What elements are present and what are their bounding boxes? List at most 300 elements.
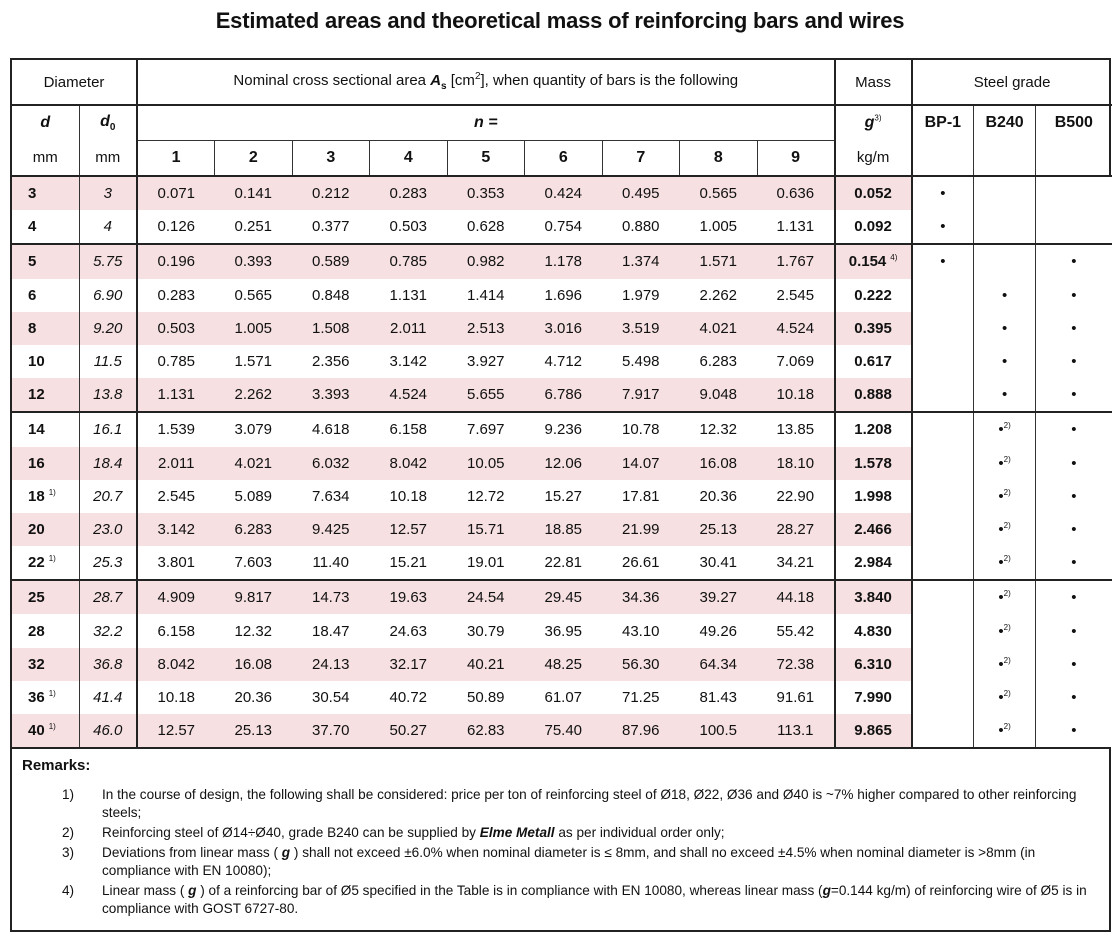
table-row — [12, 345, 1112, 378]
diameter-d0-cell: 36.8 — [79, 648, 137, 681]
steel-grade-header: Steel grade — [912, 60, 1112, 105]
area-cell: 16.08 — [215, 648, 293, 681]
grade-mark-cell: • — [1036, 681, 1112, 714]
diameter-d-cell: 32 — [12, 648, 79, 681]
grade-mark-cell: •$^{2)}$ — [974, 480, 1036, 513]
grade-mark-cell — [912, 681, 974, 714]
area-cell: 19.01 — [466, 554, 505, 572]
diameter-d-cell: 25 — [12, 580, 79, 614]
area-cell: 1.696 — [544, 286, 583, 304]
diameter-d0-cell: 20.7 — [79, 480, 137, 513]
n-value-header: 5 — [447, 141, 525, 177]
diameter-header: Diameter — [12, 60, 137, 105]
area-cell: 12.57 — [137, 714, 215, 747]
area-cell: 10.05 — [447, 447, 525, 480]
grade-mark-cell: • — [1036, 244, 1112, 278]
area-cell: 0.636 — [757, 176, 835, 210]
area-cell: 81.43 — [699, 688, 738, 706]
grade-mark-cell — [974, 176, 1036, 210]
area-cell: 91.61 — [776, 688, 815, 706]
n-value-header: 3 — [292, 141, 370, 177]
area-cell: 1.131 — [137, 378, 215, 412]
area-cell: 2.356 — [311, 353, 350, 371]
area-cell: 0.503 — [137, 312, 215, 345]
n-value-header: 6 — [525, 141, 603, 177]
area-cell: 0.377 — [311, 218, 350, 236]
remark-item: 4) Linear mass ( g ) of a reinforcing bar of Ø5 specified in the Table is in compliance with EN 10080, whereas linear mass (g=0.144 kg/m) of reinforcing wire of Ø5 is in compliance with GOST 6727-80. — [62, 883, 1087, 917]
grade-mark-cell: • — [912, 210, 974, 244]
n-value-header: 9 — [757, 141, 835, 177]
grade-mark-cell: • — [912, 176, 974, 210]
d0-unit: mm — [79, 141, 137, 177]
diameter-d-cell: 3 — [12, 176, 79, 210]
area-cell: 0.785 — [157, 353, 196, 371]
mass-cell: 4.830 — [835, 614, 912, 647]
mass-cell: 0.092 — [835, 210, 912, 244]
area-cell: 25.13 — [215, 714, 293, 747]
d-header: d — [12, 105, 79, 141]
diameter-d0-cell: 25.3 — [79, 546, 137, 580]
area-cell: 0.982 — [447, 244, 525, 278]
remarks-title: Remarks: — [22, 757, 91, 775]
area-cell: 1.131 — [776, 218, 815, 236]
mass-cell: 0.888 — [835, 378, 912, 412]
n-value-header: 4 — [370, 141, 448, 177]
area-cell: 10.18 — [157, 688, 196, 706]
diameter-d0-cell: 18.4 — [79, 447, 137, 480]
area-cell: 30.79 — [466, 622, 505, 640]
diameter-d0-cell: 6.90 — [79, 279, 137, 312]
remark-item: 3) Deviations from linear mass ( g ) shall not exceed ±6.0% when nominal diameter is ≤ 8mm, and shall no exceed ±4.5% when nominal diameter is >8mm (in compliance with EN 10080); — [62, 845, 1036, 879]
grade-mark-cell — [912, 580, 974, 614]
mass-cell: 9.865 — [835, 714, 912, 747]
grade-mark-cell: • — [1036, 412, 1112, 446]
diameter-d-cell: 18 $^{1)}$ — [12, 480, 79, 513]
area-cell: 55.42 — [776, 622, 815, 640]
grade-b500-header: B500 — [1036, 105, 1112, 176]
area-cell: 6.786 — [525, 378, 603, 412]
area-cell: 0.495 — [602, 176, 680, 210]
area-cell: 6.158 — [157, 622, 196, 640]
area-cell: 6.032 — [292, 447, 370, 480]
mass-unit: kg/m — [835, 141, 912, 177]
area-cell: 12.32 — [234, 622, 273, 640]
diameter-d-cell: 40 $^{1)}$ — [12, 714, 79, 747]
area-cell: 34.21 — [776, 554, 815, 572]
area-cell: 2.545 — [157, 487, 196, 505]
area-cell: 12.57 — [370, 513, 448, 546]
d-unit: mm — [12, 141, 79, 177]
grade-mark-cell — [912, 714, 974, 747]
table-row — [12, 210, 1112, 244]
area-cell: 0.196 — [137, 244, 215, 278]
grade-mark-cell: • — [974, 279, 1036, 312]
area-cell: 0.754 — [544, 218, 583, 236]
area-cell: 1.178 — [525, 244, 603, 278]
grade-mark-cell — [912, 378, 974, 412]
table-row — [12, 614, 1112, 647]
grade-mark-cell: • — [1036, 447, 1112, 480]
area-cell: 9.425 — [292, 513, 370, 546]
grade-mark-cell: •$^{2)}$ — [974, 546, 1036, 580]
area-cell: 71.25 — [621, 688, 660, 706]
area-cell: 34.36 — [602, 580, 680, 614]
grade-mark-cell — [912, 648, 974, 681]
area-cell: 0.126 — [157, 218, 196, 236]
area-cell: 56.30 — [602, 648, 680, 681]
area-cell: 18.85 — [525, 513, 603, 546]
diameter-d-cell: 16 — [12, 447, 79, 480]
grade-mark-cell: • — [1036, 546, 1112, 580]
area-cell: 4.524 — [757, 312, 835, 345]
area-cell: 9.048 — [680, 378, 758, 412]
area-cell: 37.70 — [292, 714, 370, 747]
remark-item: 2) Reinforcing steel of Ø14÷Ø40, grade B240 can be supplied by Elme Metall as per individual order only; — [62, 825, 725, 841]
diameter-d0-cell: 4 — [79, 210, 137, 244]
area-cell: 0.503 — [389, 218, 428, 236]
area-cell: 4.021 — [680, 312, 758, 345]
grade-mark-cell — [912, 480, 974, 513]
area-cell: 12.72 — [466, 487, 505, 505]
area-cell: 22.81 — [544, 554, 583, 572]
diameter-d-cell: 5 — [12, 244, 79, 278]
grade-mark-cell: • — [1036, 279, 1112, 312]
table-row — [12, 244, 1112, 278]
area-cell: 7.917 — [602, 378, 680, 412]
mass-cell: 2.984 — [835, 546, 912, 580]
area-cell: 30.41 — [699, 554, 738, 572]
area-cell: 28.27 — [757, 513, 835, 546]
mass-cell: 0.395 — [835, 312, 912, 345]
grade-mark-cell — [912, 345, 974, 378]
area-cell: 0.071 — [137, 176, 215, 210]
area-cell: 36.95 — [544, 622, 583, 640]
diameter-d0-cell: 16.1 — [79, 412, 137, 446]
area-cell: 8.042 — [137, 648, 215, 681]
diameter-d0-cell: 28.7 — [79, 580, 137, 614]
area-cell: 11.40 — [312, 554, 349, 572]
area-cell: 48.25 — [525, 648, 603, 681]
area-cell: 3.519 — [602, 312, 680, 345]
grade-bp1-header: BP-1 — [912, 105, 974, 176]
area-cell: 44.18 — [757, 580, 835, 614]
area-cell: 20.36 — [699, 487, 738, 505]
table-row — [12, 580, 1112, 614]
table-row — [12, 412, 1112, 446]
area-cell: 87.96 — [602, 714, 680, 747]
table-row — [12, 378, 1112, 412]
area-cell: 64.34 — [680, 648, 758, 681]
area-header: Nominal cross sectional area $A_s$ $[cm^2]$, when quantity of bars is the following — [137, 60, 835, 105]
area-cell: 62.83 — [447, 714, 525, 747]
area-cell: 6.283 — [215, 513, 293, 546]
area-cell: 0.212 — [292, 176, 370, 210]
area-cell: 1.571 — [234, 353, 273, 371]
table-row — [12, 546, 1112, 580]
mass-header: Mass — [835, 60, 912, 105]
area-cell: 50.89 — [466, 688, 505, 706]
grade-mark-cell: •$^{2)}$ — [974, 580, 1036, 614]
diameter-d0-cell: 11.5 — [79, 345, 137, 378]
area-cell: 16.08 — [680, 447, 758, 480]
mass-cell: 0.052 — [835, 176, 912, 210]
area-cell: 22.90 — [776, 487, 815, 505]
diameter-d-cell: 20 — [12, 513, 79, 546]
area-cell: 1.005 — [215, 312, 293, 345]
area-cell: 4.618 — [292, 412, 370, 446]
grade-mark-cell — [912, 546, 974, 580]
reinforcing-bars-table — [12, 60, 1112, 747]
diameter-d-cell: 14 — [12, 412, 79, 446]
area-cell: 2.262 — [699, 286, 738, 304]
mass-cell: 6.310 — [835, 648, 912, 681]
n-value-header: 2 — [215, 141, 293, 177]
area-cell: 13.85 — [757, 412, 835, 446]
area-cell: 7.603 — [234, 554, 273, 572]
area-cell: 0.628 — [466, 218, 505, 236]
grade-mark-cell: • — [1036, 580, 1112, 614]
mass-cell: 3.840 — [835, 580, 912, 614]
area-cell: 32.17 — [370, 648, 448, 681]
area-cell: 100.5 — [680, 714, 758, 747]
grade-mark-cell — [912, 412, 974, 446]
n-value-header: 8 — [680, 141, 758, 177]
grade-b240-header: B240 — [974, 105, 1036, 176]
area-cell: 25.13 — [680, 513, 758, 546]
area-cell: 12.32 — [680, 412, 758, 446]
area-cell: 7.697 — [447, 412, 525, 446]
area-cell: 5.498 — [621, 353, 660, 371]
table-row — [12, 648, 1112, 681]
mass-cell: 0.617 — [835, 345, 912, 378]
diameter-d-cell: 4 — [12, 210, 79, 244]
area-cell: 4.021 — [215, 447, 293, 480]
area-cell: 50.27 — [370, 714, 448, 747]
reinforcing-bars-table-frame — [10, 58, 1111, 932]
area-cell: 3.801 — [157, 554, 196, 572]
grade-mark-cell — [912, 614, 974, 647]
area-cell: 0.251 — [234, 218, 273, 236]
grade-mark-cell — [974, 210, 1036, 244]
area-cell: 0.353 — [447, 176, 525, 210]
area-cell: 40.21 — [447, 648, 525, 681]
area-cell: 20.36 — [234, 688, 273, 706]
d0-header: $d_0$ — [79, 105, 137, 141]
grade-mark-cell: • — [1036, 648, 1112, 681]
area-cell: 2.513 — [447, 312, 525, 345]
area-cell: 0.283 — [370, 176, 448, 210]
grade-mark-cell: •$^{2)}$ — [974, 412, 1036, 446]
area-cell: 15.27 — [544, 487, 583, 505]
remarks-section — [12, 747, 1109, 930]
grade-mark-cell — [912, 447, 974, 480]
diameter-d0-cell: 46.0 — [79, 714, 137, 747]
area-cell: 61.07 — [544, 688, 583, 706]
grade-mark-cell: •$^{2)}$ — [974, 681, 1036, 714]
area-cell: 1.374 — [602, 244, 680, 278]
area-cell: 0.785 — [370, 244, 448, 278]
table-row — [12, 312, 1112, 345]
diameter-d0-cell: 9.20 — [79, 312, 137, 345]
diameter-d0-cell: 5.75 — [79, 244, 137, 278]
grade-mark-cell: •$^{2)}$ — [974, 447, 1036, 480]
area-cell: 29.45 — [525, 580, 603, 614]
grade-mark-cell: • — [1036, 312, 1112, 345]
area-cell: 2.545 — [776, 286, 815, 304]
mass-cell: 1.578 — [835, 447, 912, 480]
grade-mark-cell: •$^{2)}$ — [974, 614, 1036, 647]
area-cell: 17.81 — [621, 487, 660, 505]
mass-cell: 0.154 $^{4)}$ — [835, 244, 912, 278]
area-cell: 39.27 — [680, 580, 758, 614]
area-cell: 14.07 — [602, 447, 680, 480]
diameter-d0-cell: 32.2 — [79, 614, 137, 647]
area-cell: 30.54 — [311, 688, 350, 706]
area-cell: 43.10 — [621, 622, 660, 640]
area-cell: 3.927 — [466, 353, 505, 371]
area-cell: 15.21 — [389, 554, 428, 572]
grade-mark-cell: • — [1036, 714, 1112, 747]
area-cell: 0.141 — [215, 176, 293, 210]
table-row — [12, 279, 1112, 312]
area-cell: 0.424 — [525, 176, 603, 210]
mass-cell: 1.208 — [835, 412, 912, 446]
area-cell: 4.909 — [137, 580, 215, 614]
area-cell: 24.63 — [389, 622, 428, 640]
grade-mark-cell: • — [1036, 513, 1112, 546]
diameter-d-cell: 22 $^{1)}$ — [12, 546, 79, 580]
grade-mark-cell — [974, 244, 1036, 278]
diameter-d0-cell: 41.4 — [79, 681, 137, 714]
diameter-d-cell: 12 — [12, 378, 79, 412]
area-cell: 1.539 — [137, 412, 215, 446]
area-cell: 9.817 — [215, 580, 293, 614]
g-header: $g^{3)}$ — [835, 105, 912, 141]
grade-mark-cell — [912, 312, 974, 345]
area-cell: 10.18 — [757, 378, 835, 412]
n-header: n = — [137, 105, 835, 141]
area-cell: 0.393 — [215, 244, 293, 278]
area-cell: 1.414 — [466, 286, 505, 304]
grade-mark-cell: • — [1036, 614, 1112, 647]
area-cell: 8.042 — [370, 447, 448, 480]
mass-cell: 7.990 — [835, 681, 912, 714]
area-cell: 113.1 — [757, 714, 835, 747]
table-row — [12, 480, 1112, 513]
grade-mark-cell: • — [974, 345, 1036, 378]
n-value-header: 1 — [137, 141, 215, 177]
table-row — [12, 513, 1112, 546]
diameter-d-cell: 28 — [12, 614, 79, 647]
area-cell: 7.634 — [311, 487, 350, 505]
grade-mark-cell: • — [1036, 345, 1112, 378]
area-cell: 2.011 — [370, 312, 448, 345]
grade-mark-cell — [1036, 176, 1112, 210]
area-cell: 1.508 — [292, 312, 370, 345]
area-cell: 0.880 — [621, 218, 660, 236]
area-cell: 15.71 — [447, 513, 525, 546]
table-row — [12, 714, 1112, 747]
grade-mark-cell: • — [1036, 480, 1112, 513]
area-cell: 1.979 — [621, 286, 660, 304]
area-cell: 18.10 — [757, 447, 835, 480]
area-cell: 3.016 — [525, 312, 603, 345]
area-cell: 19.63 — [370, 580, 448, 614]
diameter-d-cell: 6 — [12, 279, 79, 312]
area-cell: 24.13 — [292, 648, 370, 681]
table-row — [12, 681, 1112, 714]
area-cell: 3.142 — [389, 353, 428, 371]
area-cell: 18.47 — [311, 622, 350, 640]
area-cell: 4.524 — [370, 378, 448, 412]
area-cell: 4.712 — [544, 353, 583, 371]
area-cell: 72.38 — [757, 648, 835, 681]
diameter-d0-cell: 13.8 — [79, 378, 137, 412]
area-cell: 0.589 — [292, 244, 370, 278]
area-cell: 2.262 — [215, 378, 293, 412]
diameter-d-cell: 36 $^{1)}$ — [12, 681, 79, 714]
area-cell: 75.40 — [525, 714, 603, 747]
diameter-d-cell: 8 — [12, 312, 79, 345]
area-cell: 5.655 — [447, 378, 525, 412]
area-cell: 5.089 — [234, 487, 273, 505]
grade-mark-cell: • — [974, 312, 1036, 345]
grade-mark-cell: •$^{2)}$ — [974, 714, 1036, 747]
area-cell: 1.131 — [389, 286, 428, 304]
area-cell: 1.005 — [699, 218, 738, 236]
area-cell: 3.142 — [137, 513, 215, 546]
area-cell: 0.565 — [234, 286, 273, 304]
grade-mark-cell: • — [974, 378, 1036, 412]
area-cell: 6.158 — [370, 412, 448, 446]
area-cell: 3.393 — [292, 378, 370, 412]
remark-item: 1) In the course of design, the following shall be considered: price per ton of reinforcing steel of Ø18, Ø22, Ø36 and Ø40 is ~7% higher compared to other reinforcing steels; — [62, 787, 1077, 821]
area-cell: 0.848 — [311, 286, 350, 304]
area-cell: 0.283 — [157, 286, 196, 304]
area-cell: 0.565 — [680, 176, 758, 210]
page-title: Estimated areas and theoretical mass of reinforcing bars and wires — [215, 8, 905, 33]
diameter-d0-cell: 23.0 — [79, 513, 137, 546]
grade-mark-cell — [912, 513, 974, 546]
area-cell: 3.079 — [215, 412, 293, 446]
mass-cell: 0.222 — [835, 279, 912, 312]
area-cell: 26.61 — [621, 554, 660, 572]
area-cell: 7.069 — [776, 353, 815, 371]
area-cell: 2.011 — [137, 447, 215, 480]
area-cell: 9.236 — [525, 412, 603, 446]
grade-mark-cell — [912, 279, 974, 312]
area-cell: 1.571 — [680, 244, 758, 278]
table-row — [12, 447, 1112, 480]
grade-mark-cell: • — [1036, 378, 1112, 412]
area-cell: 49.26 — [699, 622, 738, 640]
area-cell: 24.54 — [447, 580, 525, 614]
area-cell: 14.73 — [292, 580, 370, 614]
diameter-d0-cell: 3 — [79, 176, 137, 210]
mass-cell: 2.466 — [835, 513, 912, 546]
diameter-d-cell: 10 — [12, 345, 79, 378]
area-cell: 6.283 — [699, 353, 738, 371]
table-row — [12, 176, 1112, 210]
area-cell: 10.78 — [602, 412, 680, 446]
area-cell: 12.06 — [525, 447, 603, 480]
n-value-header: 7 — [602, 141, 680, 177]
area-cell: 1.767 — [757, 244, 835, 278]
area-cell: 21.99 — [602, 513, 680, 546]
area-cell: 40.72 — [389, 688, 428, 706]
table-body — [12, 176, 1112, 747]
area-cell: 10.18 — [389, 487, 428, 505]
